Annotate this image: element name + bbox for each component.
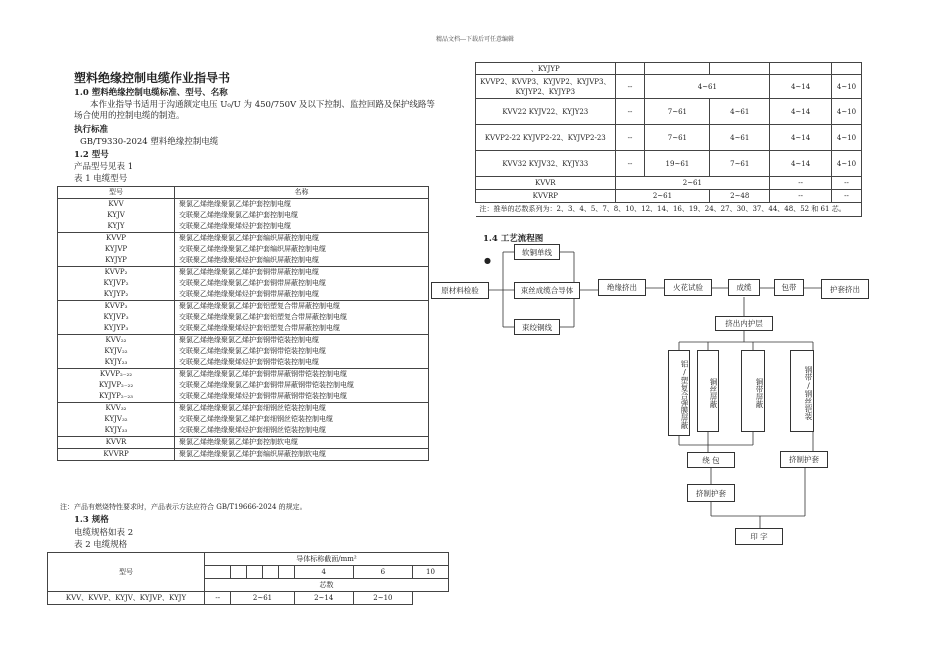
table-1-note: 注：产品有燃烧特性要求时，产品表示方法应符合 GB/T19666-2024 的规定。 <box>60 503 307 511</box>
flow-node-soft-copper-wire: 软铜单线 <box>514 244 560 260</box>
table-1-name-cell: 聚氯乙烯绝缘聚氯乙烯护套编织屏蔽控制软电缆 <box>175 449 429 461</box>
flow-node-bunched-copper: 束绞铜线 <box>514 319 560 335</box>
table-3-cell: 2~61 <box>615 177 770 190</box>
table-1-name-cell: 聚氯乙烯绝缘聚氯乙烯护套控制软电缆 <box>175 437 429 449</box>
flow-node-insulation-extrusion: 绝缘挤出 <box>598 279 646 296</box>
table-3-cell: 4~61 <box>710 125 770 151</box>
table-1-model-cell: KYJY <box>58 221 175 233</box>
table-3-row-model: KVVP2-22 KYJVP2-22、KYJVP2-23 <box>476 125 616 151</box>
flow-node-spark-test: 火花试验 <box>664 279 712 296</box>
table-1-model-cell: KVVP₂ <box>58 267 175 279</box>
table-2-size: 6 <box>353 566 412 579</box>
table-1-name-cell: 聚氯乙烯绝缘聚氯乙烯护套铜带屏蔽钢带铠装控制电缆 <box>175 369 429 381</box>
table-2-row-cell: 2~14 <box>294 592 353 605</box>
flow-node-aluminum-plastic-shield: 铝/塑复合弹膜屏蔽 <box>668 350 690 436</box>
table-1-name-cell: 交联聚乙烯绝缘聚氯乙烯护套编织屏蔽控制电缆 <box>175 244 429 255</box>
table-3-cell: -- <box>770 177 832 190</box>
table-1-header-name: 名称 <box>175 187 429 199</box>
table-1-name-cell: 聚氯乙烯绝缘聚氯乙烯护套铜带屏蔽控制电缆 <box>175 267 429 279</box>
table-1-name-cell: 交联聚乙烯绝缘聚氯乙烯护套铜带屏蔽钢带铠装控制电缆 <box>175 380 429 391</box>
table-3-row-model: KVVRP <box>476 190 616 203</box>
table-2-row-cell: 2~10 <box>353 592 412 605</box>
table-1-model-cell: KYJYP₂ <box>58 289 175 301</box>
table-3-cell: 4~14 <box>770 125 832 151</box>
table-3-cell: 2~61 <box>615 190 710 203</box>
table-3-cell: -- <box>831 190 861 203</box>
table-1-model-cell: KYJVP₂₋₂₂ <box>58 380 175 391</box>
flow-node-wrapping: 绕 包 <box>687 452 735 468</box>
table-3-cell: 4~10 <box>831 151 861 177</box>
flow-node-cabling: 成缆 <box>728 279 760 296</box>
table-1-model-cell: KYJYP₂₋₂₃ <box>58 391 175 403</box>
table-3-cell: 4~14 <box>770 99 832 125</box>
table-1-name-cell: 交联聚乙烯绝缘聚氯乙烯护套铝塑复合带屏蔽控制电缆 <box>175 312 429 323</box>
table-1-name-cell: 聚氯乙烯绝缘聚氯乙烯护套铝塑复合带屏蔽控制电缆 <box>175 301 429 313</box>
table-1-model-cell: KYJY₂₃ <box>58 357 175 369</box>
table-1-name-cell: 聚氯乙烯绝缘聚氯乙烯护套编织屏蔽控制电缆 <box>175 233 429 245</box>
table-3-cell: 4~14 <box>770 75 832 99</box>
table-3-cell: 2~48 <box>710 190 770 203</box>
table-2-row-cell: -- <box>205 592 231 605</box>
table-3-row-model: KVVR <box>476 177 616 190</box>
table-2-size: 10 <box>412 566 448 579</box>
doc-title: 塑料绝缘控制电缆作业指导书 <box>74 71 231 85</box>
section-1-3-text: 电缆规格如表 2 <box>74 528 134 538</box>
flow-node-inner-sheath: 挤出内护层 <box>715 316 773 331</box>
table-1-header-model: 型号 <box>58 187 175 199</box>
table-1-name-cell: 聚氯乙烯绝缘聚氯乙烯护套控制电缆 <box>175 199 429 211</box>
flow-node-extrude-sheath-right: 挤制护套 <box>780 451 828 468</box>
flow-node-steel-armour: 钢带/钢丝铠装 <box>790 350 814 432</box>
table-3-cell: 7~61 <box>645 99 710 125</box>
table-1-name-cell: 交联聚乙烯绝缘聚氯乙烯护套钢带铠装控制电缆 <box>175 346 429 357</box>
table-1-model-cell: KYJYP₃ <box>58 323 175 335</box>
table-1-model-cell: KVVRP <box>58 449 175 461</box>
table-3-note: 注：推举的芯数系列为：2、3、4、5、7、8、10、12、14、16、19、24、27、30、37、44、48、52 和 61 芯。 <box>476 203 862 217</box>
table-1-model-cell: KVVP₂₋₂₂ <box>58 369 175 381</box>
section-1-heading: 1.0 塑料绝缘控制电缆标准、型号、名称 <box>74 88 228 98</box>
table-2-cores-header: 芯数 <box>205 579 449 592</box>
table-1-name-cell: 交联聚乙烯绝缘聚氯乙烯护套铜带屏蔽控制电缆 <box>175 278 429 289</box>
table-3-cell: 7~61 <box>710 151 770 177</box>
table-3-cell: -- <box>615 151 645 177</box>
flow-heading: 1.4 工艺流程图 <box>483 234 544 244</box>
table-1-name-cell: 交联聚乙烯绝缘聚烯烃护套钢带铠装控制电缆 <box>175 357 429 369</box>
table-3-cell: 4~14 <box>770 151 832 177</box>
table-3-cell: -- <box>770 190 832 203</box>
table-1-model-cell: KYJVP <box>58 244 175 255</box>
table-1-model-cell: KVV <box>58 199 175 211</box>
table-3-row-model: 、KYJYP <box>476 63 616 75</box>
table-1-model-cell: KYJV <box>58 210 175 221</box>
flow-node-copper-wire-shield: 铜丝屏蔽 <box>697 350 719 432</box>
table-1-name-cell: 交联聚乙烯绝缘聚烯烃护套控制电缆 <box>175 221 429 233</box>
flow-node-copper-tape-shield: 铜带屏蔽 <box>741 350 765 432</box>
flow-node-raw-material-inspection: 原材料检验 <box>431 282 489 299</box>
table-3-cell: -- <box>615 125 645 151</box>
table-3-cell: 4~61 <box>645 75 770 99</box>
flow-node-printing: 印 字 <box>735 528 783 545</box>
table-2-row-cell: 2~61 <box>231 592 294 605</box>
section-1-2-text: 产品型号见表 1 <box>74 162 134 172</box>
table-1-name-cell: 聚氯乙烯绝缘聚氯乙烯护套细钢丝铠装控制电缆 <box>175 403 429 415</box>
table-1-model-cell: KVVP <box>58 233 175 245</box>
table-3-row-model: KVV32 KYJV32、KYJY33 <box>476 151 616 177</box>
table-1-model-cell: KVVR <box>58 437 175 449</box>
table-2-area-header: 导体标称截面/mm² <box>205 553 449 566</box>
table-1-name-cell: 交联聚乙烯绝缘聚氯乙烯护套控制电缆 <box>175 210 429 221</box>
table-1-model-cell: KYJVP₂ <box>58 278 175 289</box>
table-1-model-cell: KVV₂₂ <box>58 335 175 347</box>
table-3-cell: -- <box>831 177 861 190</box>
page-header: 精品文档---下载后可任意编辑 <box>435 36 515 43</box>
table-1-model-cell: KYJV₂₂ <box>58 346 175 357</box>
table-2-size: 4 <box>294 566 353 579</box>
table-1-caption: 表 1 电缆型号 <box>74 174 128 184</box>
flow-node-taping: 包带 <box>774 279 804 296</box>
table-1-name-cell: 交联聚乙烯绝缘聚烯烃护套铜带屏蔽控制电缆 <box>175 289 429 301</box>
section-1-3-heading: 1.3 规格 <box>74 515 109 525</box>
table-1-name-cell: 交联聚乙烯绝缘聚氯乙烯护套细钢丝铠装控制电缆 <box>175 414 429 425</box>
table-1-model-cell: KYJV₃₂ <box>58 414 175 425</box>
flow-node-sheath-extrusion: 护套挤出 <box>821 279 869 299</box>
flow-node-extrude-sheath-left: 挤制护套 <box>687 484 735 502</box>
table-3-cell: 7~61 <box>645 125 710 151</box>
table-1-name-cell: 交联聚乙烯绝缘聚烯烃护套编织屏蔽控制电缆 <box>175 255 429 267</box>
table-3-row-model: KVVP2、KVVP3、KYJVP2、KYJVP3、KYJYP2、KYJYP3 <box>476 75 616 99</box>
table-3-cell: 4~10 <box>831 125 861 151</box>
bullet-icon: ● <box>484 256 491 265</box>
table-1-model-cell: KYJVP₃ <box>58 312 175 323</box>
table-1-model-cell: KYJY₃₃ <box>58 425 175 437</box>
table-3-row-model: KVV22 KYJV22、KYJY23 <box>476 99 616 125</box>
standard-text: GB/T9330-2024 塑料绝缘控制电缆 <box>80 137 219 147</box>
section-1-2-heading: 1.2 型号 <box>74 150 109 160</box>
table-3-cell: -- <box>615 75 645 99</box>
table-3-cell: 4~10 <box>831 99 861 125</box>
table-2-row-model: KVV、KVVP、KYJV、KYJVP、KYJY <box>48 592 205 605</box>
table-3-cell: -- <box>615 99 645 125</box>
table-1-model-cell: KVV₃₂ <box>58 403 175 415</box>
table-1-model-cell: KVVP₃ <box>58 301 175 313</box>
standard-heading: 执行标准 <box>74 125 109 135</box>
table-1-model-cell: KYJYP <box>58 255 175 267</box>
section-1-paragraph-line1: 本作业指导书适用于沟通额定电压 U₀/U 为 450/750V 及以下控制、监控回路及保护线路等 <box>90 100 435 110</box>
table-2-model-header: 型号 <box>48 553 205 592</box>
flow-node-conductor-stranding: 束丝成缆合导体 <box>514 282 580 299</box>
section-1-paragraph-line2: 场合使用的控制电缆的制造。 <box>74 111 185 121</box>
table-1-name-cell: 交联聚乙烯绝缘聚烯烃护套铜带屏蔽钢带铠装控制电缆 <box>175 391 429 403</box>
table-3-cell: 4~61 <box>710 99 770 125</box>
table-3-cell: 19~61 <box>645 151 710 177</box>
table-1-name-cell: 聚氯乙烯绝缘聚氯乙烯护套钢带铠装控制电缆 <box>175 335 429 347</box>
table-1-name-cell: 交联聚乙烯绝缘聚烯烃护套细钢丝铠装控制电缆 <box>175 425 429 437</box>
table-2-caption: 表 2 电缆规格 <box>74 540 128 550</box>
table-1-name-cell: 交联聚乙烯绝缘聚烯烃护套铝塑复合带屏蔽控制电缆 <box>175 323 429 335</box>
table-3-cell: 4~10 <box>831 75 861 99</box>
